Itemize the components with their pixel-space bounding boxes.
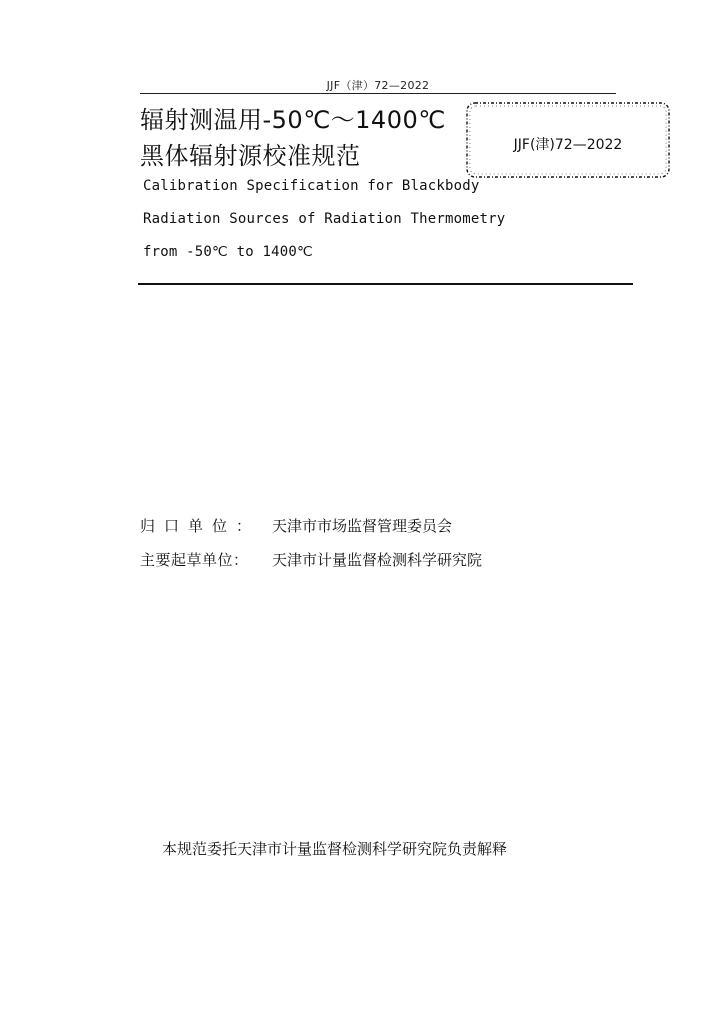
chinese-title-line-1: 辐射测温用-50℃～1400℃ xyxy=(140,106,446,134)
chinese-title-line-2: 黑体辐射源校准规范 xyxy=(140,142,361,170)
authority-value: 天津市市场监督管理委员会 xyxy=(272,517,453,535)
title-divider-rule xyxy=(138,283,633,285)
frame-document-code: JJF(津)72—2022 xyxy=(513,137,623,153)
authority-label: 归口单位： xyxy=(140,517,261,535)
header-rule xyxy=(140,93,616,94)
english-title-line-3: from -50℃ to 1400℃ xyxy=(143,244,313,260)
header-document-code: JJF（津）72—2022 xyxy=(326,79,430,92)
drafter-label: 主要起草单位： xyxy=(140,551,249,569)
english-title-line-2: Radiation Sources of Radiation Thermometry xyxy=(143,211,506,227)
drafter-value: 天津市计量监督检测科学研究院 xyxy=(272,551,483,569)
interpretation-note: 本规范委托天津市计量监督检测科学研究院负责解释 xyxy=(162,840,508,858)
english-title-line-1: Calibration Specification for Blackbody xyxy=(143,178,480,194)
